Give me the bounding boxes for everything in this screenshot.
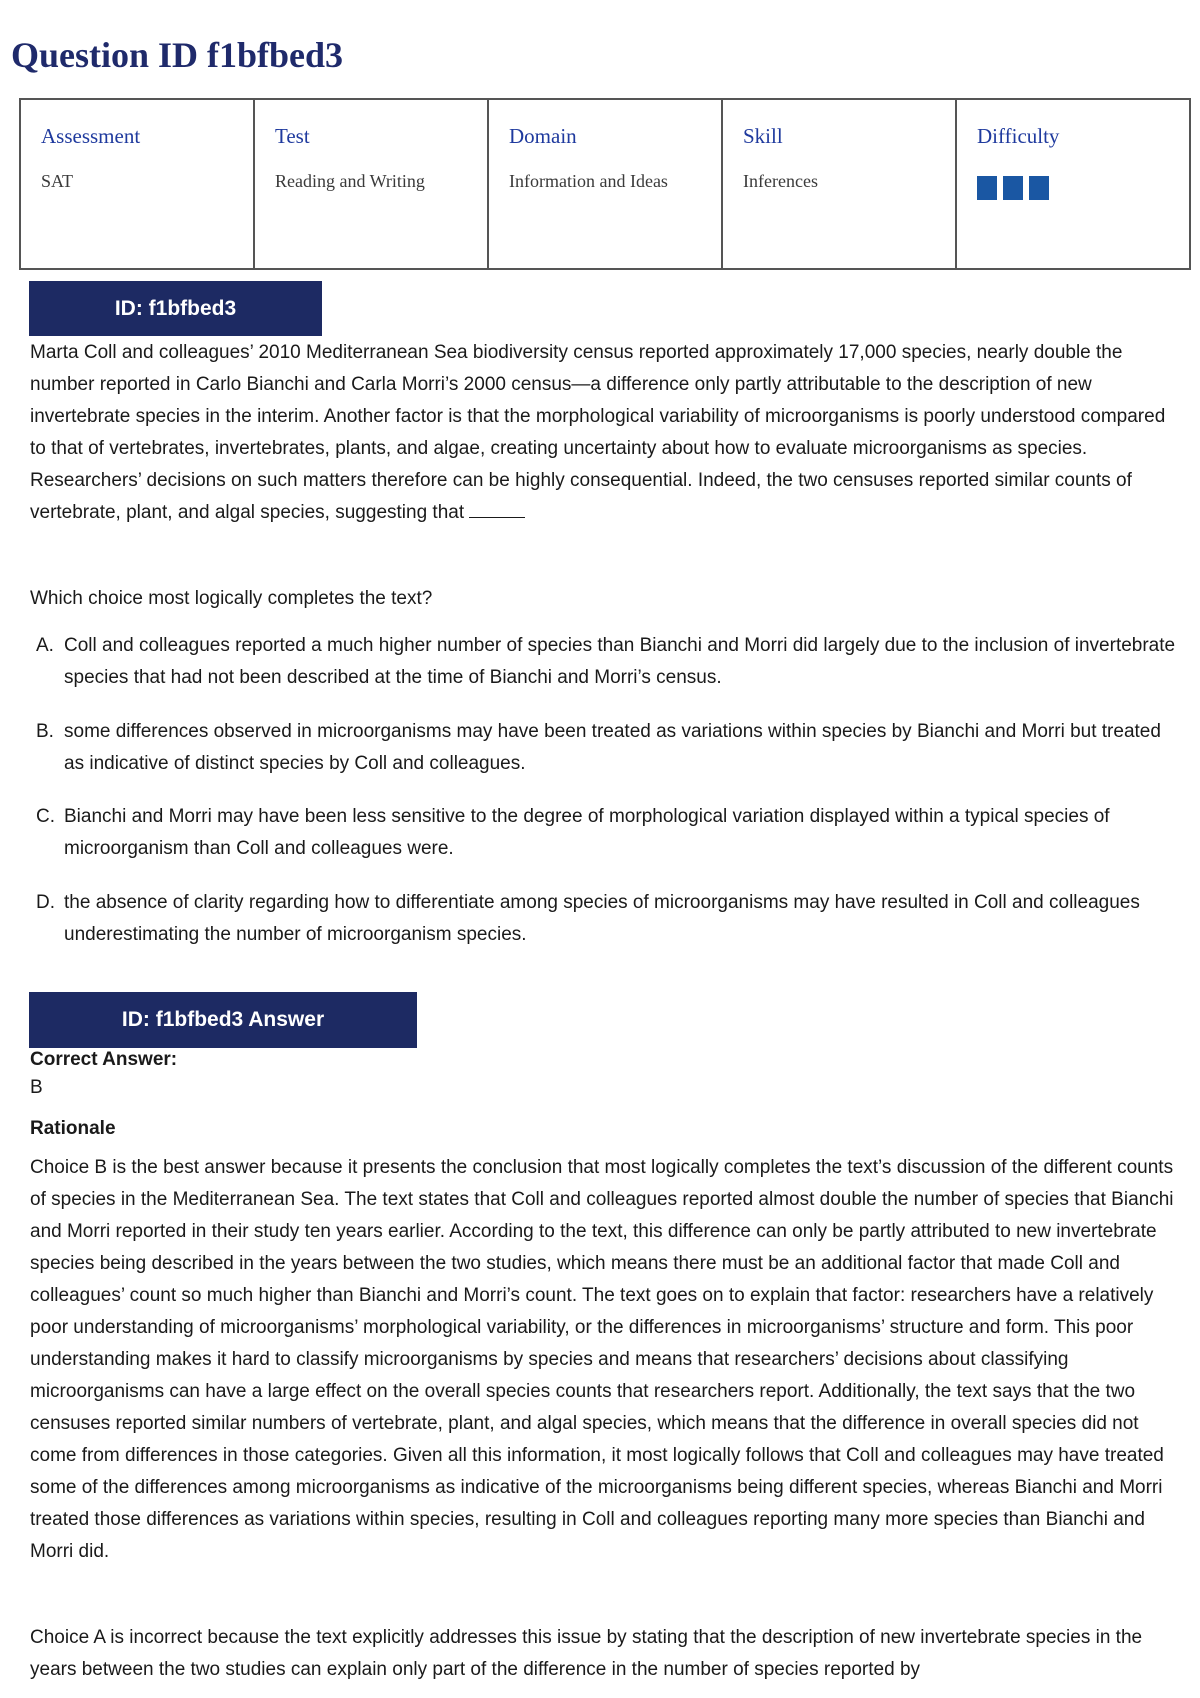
choice-b — [36, 716, 1176, 780]
correct-answer-label: Correct Answer: — [30, 1049, 178, 1070]
page-title: Question ID f1bfbed3 — [11, 35, 344, 75]
meta-value-skill: Inferences — [743, 171, 818, 191]
choice-text: the absence of clarity regarding how to differentiate among species of microorganisms may have resulted in Coll and colleagues underestimating the number of microorganism species. — [64, 892, 1140, 945]
rationale-paragraph: Choice A is incorrect because the text explicitly addresses this issue by stating that the description of new invertebrate species in the years between the two studies can explain only part of the difference in the number of species reported by — [30, 1627, 1143, 1680]
choice-a — [36, 630, 1176, 694]
meta-value-assessment: SAT — [41, 171, 74, 191]
meta-cell-difficulty — [956, 99, 1190, 269]
rationale-heading: Rationale — [30, 1118, 116, 1139]
question-meta-table — [19, 98, 1191, 270]
difficulty-square — [1029, 176, 1049, 200]
question-passage — [30, 337, 1180, 529]
meta-header-test: Test — [275, 124, 310, 148]
meta-cell-domain — [488, 99, 722, 269]
meta-value-test: Reading and Writing — [275, 171, 425, 191]
choice-letter: D. — [36, 892, 55, 913]
choice-d — [36, 887, 1176, 951]
question-id-bar: ID: f1bfbed3 — [29, 281, 322, 336]
meta-header-domain: Domain — [509, 124, 577, 148]
rationale-paragraph: Choice B is the best answer because it presents the conclusion that most logically completes the text’s discussion of the different counts of species in the Mediterranean Sea. The text states that Coll and colleagues reported almost double the number of species that Bianchi and Morri reported in their study ten years earlier. According to the text, this difference can only be partly attributed to new invertebrate species being described in the years between the two studies, which means there must be an additional factor that made Coll and colleagues’ count so much higher than Bianchi and Morri’s count. The text goes on to explain that factor: researchers have a relatively poor understanding of microorganisms’ morphological variability, or the differences in microorganisms’ structure and form. This poor understanding makes it hard to classify microorganisms by species and means that researchers’ decisions about classifying microorganisms can have a large effect on the overall species counts that researchers report. Additionally, the text says that the two censuses reported similar numbers of vertebrate, plant, and algal species, which means that the difference in overall species did not come from differences in those categories. Given all this information, it most logically follows that Coll and colleagues may have treated some of the differences among microorganisms as indicative of the microorganisms being different species, whereas Bianchi and Morri treated those differences as variations within species, resulting in Coll and colleagues reporting many more species than Bianchi and Morri did. — [30, 1157, 1174, 1562]
meta-cell-test — [254, 99, 488, 269]
difficulty-square — [977, 176, 997, 200]
passage-text: Marta Coll and colleagues’ 2010 Mediterranean Sea biodiversity census reported approximately 17,000 species, nearly double the number reported in Carlo Bianchi and Carla Morri’s 2000 census—a difference only partly attributable to the description of new invertebrate species in the interim. Another factor is that the morphological variability of microorganisms is poorly understood compared to that of vertebrates, invertebrates, plants, and algae, creating uncertainty about how to evaluate microorganisms as species. Researchers’ decisions on such matters therefore can be highly consequential. Indeed, the two censuses reported similar counts of vertebrate, plant, and algal species, suggesting that — [30, 342, 1166, 523]
question-prompt: Which choice most logically completes the text? — [30, 588, 433, 609]
choice-text: Bianchi and Morri may have been less sensitive to the degree of morphological variation displayed within a typical species of microorganism than Coll and colleagues were. — [64, 806, 1110, 859]
difficulty-square — [1003, 176, 1023, 200]
meta-header-difficulty: Difficulty — [977, 124, 1060, 148]
meta-cell-assessment — [20, 99, 254, 269]
choice-text: some differences observed in microorganisms may have been treated as variations within species by Bianchi and Morri but treated as indicative of distinct species by Coll and colleagues. — [64, 721, 1161, 774]
choice-c — [36, 801, 1176, 865]
meta-header-skill: Skill — [743, 124, 783, 148]
choice-letter: B. — [36, 721, 54, 742]
meta-cell-skill — [722, 99, 956, 269]
choice-letter: A. — [36, 635, 54, 656]
answer-id-bar: ID: f1bfbed3 Answer — [29, 992, 417, 1048]
answer-blank — [469, 499, 525, 518]
choice-text: Coll and colleagues reported a much higher number of species than Bianchi and Morri did largely due to the inclusion of invertebrate species that had not been described at the time of Bianchi and Morri’s census. — [64, 635, 1176, 688]
meta-value-domain: Information and Ideas — [509, 171, 668, 191]
choice-letter: C. — [36, 806, 55, 827]
difficulty-indicator — [977, 176, 1189, 200]
correct-answer-value: B — [30, 1077, 43, 1098]
meta-header-assessment: Assessment — [41, 124, 141, 148]
